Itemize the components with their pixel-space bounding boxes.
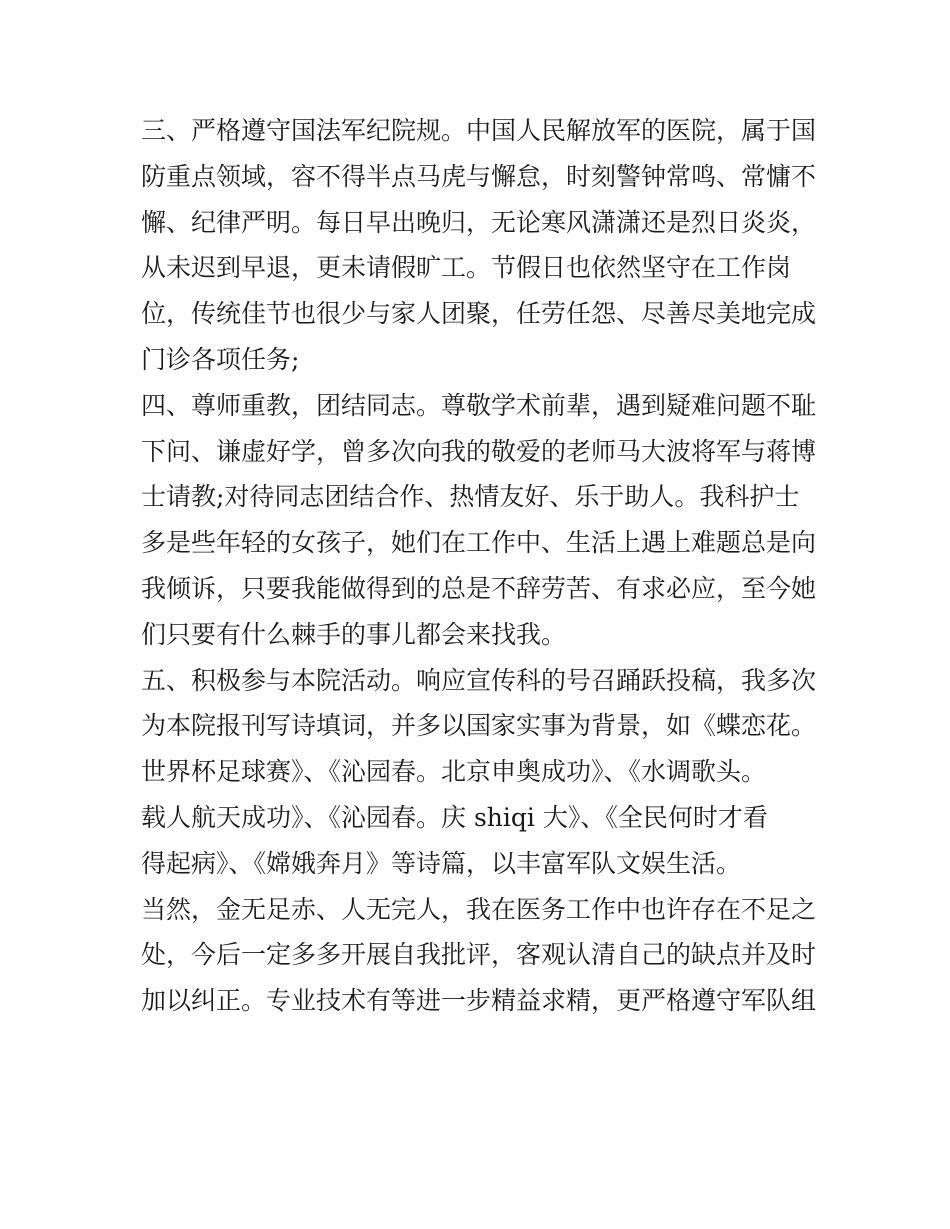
text-line: 三、严格遵守国法军纪院规。中国人民解放军的医院，属于国 [141, 116, 817, 145]
text-line: 我倾诉，只要我能做得到的总是不辞劳苦、有求必应，至今她 [141, 573, 817, 603]
paragraph-section-five [141, 658, 821, 887]
text-line: 四、尊师重教，团结同志。尊敬学术前辈，遇到疑难问题不耻 [141, 390, 817, 420]
text-line: 五、积极参与本院活动。响应宣传科的号召踊跃投稿，我多次 [141, 665, 817, 695]
paragraph-section-three [141, 108, 821, 383]
text-line: 位，传统佳节也很少与家人团聚，任劳任怨、尽善尽美地完成 [141, 299, 817, 329]
text-line: 防重点领域，容不得半点马虎与懈怠，时刻警钟常鸣、常慵不 [141, 161, 817, 191]
text-line: 下问、谦虚好学，曾多次向我的敬爱的老师马大波将军与蒋博 [141, 436, 817, 466]
paragraph-closing [141, 887, 821, 1024]
text-line: 多是些年轻的女孩子，她们在工作中、生活上遇上难题总是向 [141, 528, 817, 558]
text-line: 得起病》、《嫦娥奔月》等诗篇，以丰富军队文娱生活。 [141, 848, 742, 878]
text-line: 懈、纪律严明。每日早出晚归，无论寒风潇潇还是烈日炎炎， [141, 207, 817, 237]
text-line: 们只要有什么棘手的事儿都会来找我。 [141, 619, 567, 649]
text-line: 门诊各项任务; [141, 344, 300, 374]
text-line: 处，今后一定多多开展自我批评，客观认清自己的缺点并及时 [141, 940, 817, 970]
text-line: 加以纠正。专业技术有等进一步精益求精，更严格遵守军队组 [141, 986, 817, 1016]
text-line: 为本院报刊写诗填词，并多以国家实事为背景，如《蝶恋花。 [141, 711, 817, 741]
text-line: 载人航天成功》、《沁园春。庆 shiqi 大》、《全民何时才看 [141, 802, 768, 832]
body-text [141, 108, 821, 1024]
text-line: 从未迟到早退，更未请假旷工。节假日也依然坚守在工作岗 [141, 253, 792, 283]
text-line: 士请教;对待同志团结合作、热情友好、乐于助人。我科护士 [141, 482, 800, 512]
text-line: 世界杯足球赛》、《沁园春。北京申奥成功》、《水调歌头。 [141, 757, 767, 787]
paragraph-section-four [141, 383, 821, 658]
text-line: 当然，金无足赤、人无完人，我在医务工作中也许存在不足之 [141, 894, 817, 924]
